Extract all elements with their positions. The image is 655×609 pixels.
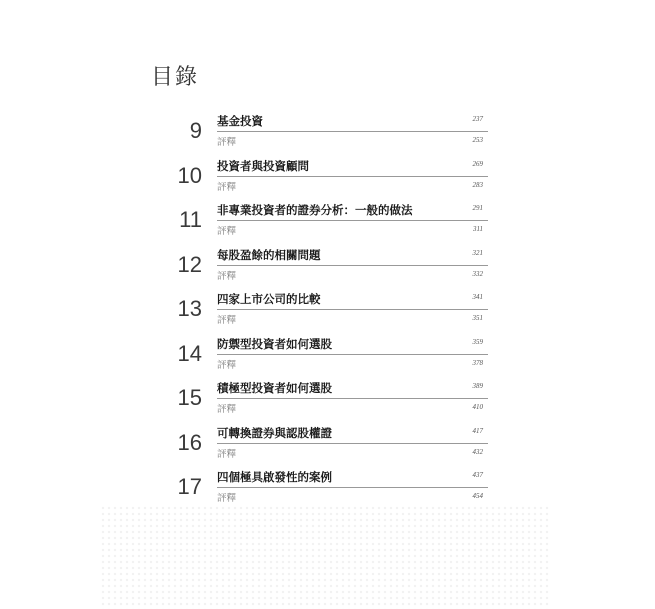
decorative-cityscape-pattern xyxy=(100,505,550,609)
chapter-number: 12 xyxy=(177,251,202,277)
toc-entry xyxy=(168,379,488,424)
chapter-number: 11 xyxy=(179,207,202,232)
chapter-number: 14 xyxy=(177,340,202,366)
chapter-number: 15 xyxy=(177,385,202,410)
toc-entry xyxy=(168,335,488,380)
table-of-contents xyxy=(168,112,488,513)
chapter-title: 每股盈餘的相關問題 xyxy=(217,247,321,262)
chapter-number: 9 xyxy=(189,118,202,143)
divider xyxy=(217,443,488,444)
commentary-page: 454 xyxy=(472,492,483,500)
divider xyxy=(217,220,488,221)
chapter-title: 四家上市公司的比較 xyxy=(217,292,321,306)
divider xyxy=(217,176,488,177)
commentary-page: 283 xyxy=(472,180,483,189)
chapter-page: 359 xyxy=(472,337,483,346)
toc-entry xyxy=(168,201,488,246)
commentary-label: 評釋 xyxy=(217,181,237,193)
chapter-page: 341 xyxy=(472,293,483,301)
chapter-page: 437 xyxy=(472,471,483,479)
divider xyxy=(217,354,488,355)
divider xyxy=(217,487,488,488)
commentary-label: 評釋 xyxy=(217,404,237,415)
chapter-title: 可轉換證券與認股權證 xyxy=(217,425,332,440)
chapter-page: 321 xyxy=(472,248,483,257)
commentary-page: 253 xyxy=(472,136,483,144)
commentary-page: 432 xyxy=(472,447,483,456)
chapter-title: 防禦型投資者如何選股 xyxy=(217,336,332,351)
divider xyxy=(217,265,488,266)
divider xyxy=(217,398,488,399)
commentary-page: 410 xyxy=(472,403,483,411)
chapter-number: 17 xyxy=(177,474,202,499)
divider xyxy=(217,309,488,310)
chapter-title: 四個極具啟發性的案例 xyxy=(217,470,332,484)
commentary-label: 評釋 xyxy=(217,270,237,282)
chapter-page: 269 xyxy=(472,159,483,168)
toc-entry xyxy=(168,290,488,335)
divider xyxy=(217,131,488,132)
toc-entry xyxy=(168,112,488,157)
commentary-label: 評釋 xyxy=(217,493,237,504)
commentary-label: 評釋 xyxy=(217,137,237,148)
chapter-page: 237 xyxy=(472,115,483,123)
chapter-title: 投資者與投資顧問 xyxy=(217,158,309,173)
chapter-page: 417 xyxy=(472,426,483,435)
chapter-number: 16 xyxy=(177,429,202,455)
toc-entry xyxy=(168,424,488,469)
chapter-page: 291 xyxy=(472,204,483,212)
chapter-number: 13 xyxy=(177,296,202,321)
toc-entry xyxy=(168,246,488,291)
commentary-label: 評釋 xyxy=(217,315,237,326)
commentary-label: 評釋 xyxy=(217,226,237,237)
toc-entry xyxy=(168,157,488,202)
commentary-page: 332 xyxy=(472,269,483,278)
chapter-title: 非專業投資者的證券分析：一般的做法 xyxy=(217,203,413,217)
commentary-page: 351 xyxy=(472,314,483,322)
commentary-label: 評釋 xyxy=(217,448,237,460)
chapter-title: 基金投資 xyxy=(217,114,263,128)
chapter-number: 10 xyxy=(177,162,202,188)
commentary-page: 378 xyxy=(472,358,483,367)
commentary-label: 評釋 xyxy=(217,359,237,371)
chapter-page: 389 xyxy=(472,382,483,390)
commentary-page: 311 xyxy=(473,225,483,233)
page-title: 目錄 xyxy=(151,65,200,90)
chapter-title: 積極型投資者如何選股 xyxy=(217,381,332,395)
